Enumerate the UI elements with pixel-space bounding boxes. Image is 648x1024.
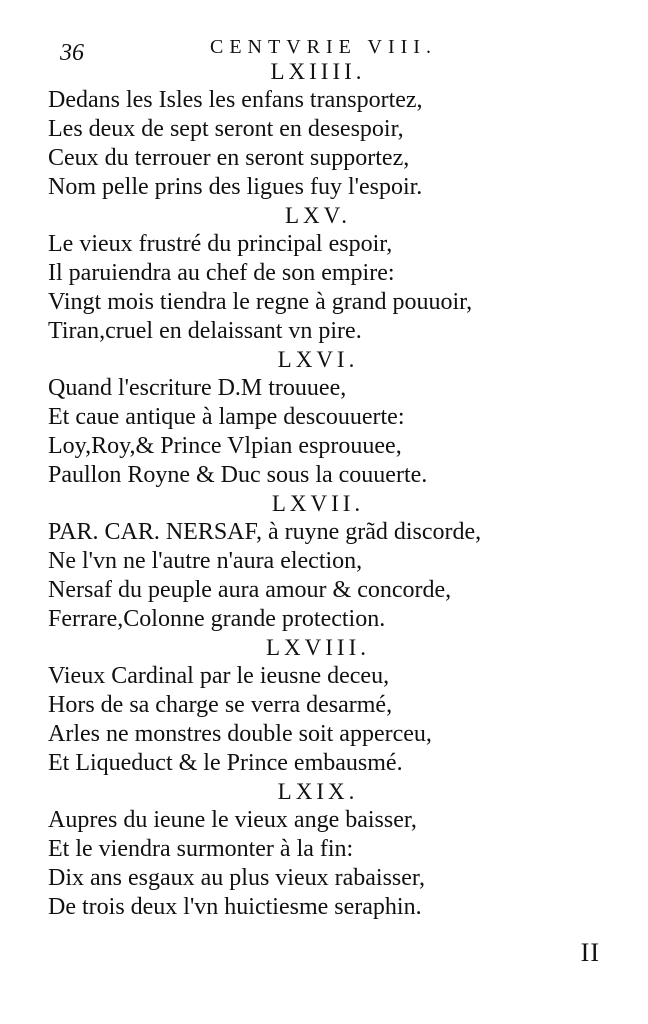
verse-line: Quand l'escriture D.M trouuee, bbox=[48, 375, 347, 401]
verse-line: Et Liqueduct & le Prince embausmé. bbox=[48, 750, 403, 776]
verse-line: Ne l'vn ne l'autre n'aura election, bbox=[48, 548, 363, 574]
quatrain bbox=[48, 346, 628, 490]
verse-line: PAR. CAR. NERSAF, à ruyne grãd discorde, bbox=[48, 519, 482, 545]
verse-line: Loy,Roy,& Prince Vlpian esprouuee, bbox=[48, 433, 402, 459]
verse-line: Aupres du ieune le vieux ange baisser, bbox=[48, 807, 417, 833]
quatrain-list bbox=[48, 58, 628, 922]
quatrain-numeral: LXVIII. bbox=[266, 635, 370, 660]
verse-line: Ceux du terrouer en seront supportez, bbox=[48, 145, 410, 171]
quatrain-numeral: LXIX. bbox=[277, 779, 359, 804]
verse-line: Et le viendra surmonter à la fin: bbox=[48, 836, 354, 862]
verse-line: Nersaf du peuple aura amour & concorde, bbox=[48, 577, 452, 603]
verse-line: Hors de sa charge se verra desarmé, bbox=[48, 692, 393, 718]
verse-line: Les deux de sept seront en desespoir, bbox=[48, 116, 404, 142]
quatrain bbox=[48, 58, 628, 202]
verse-line: Paullon Royne & Duc sous la couuerte. bbox=[48, 462, 428, 488]
page-number: 36 bbox=[60, 40, 84, 66]
verse-line: Il paruiendra au chef de son empire: bbox=[48, 260, 395, 286]
signature-mark: II bbox=[580, 938, 600, 967]
verse-line: De trois deux l'vn huictiesme seraphin. bbox=[48, 894, 422, 920]
quatrain-numeral: LXV. bbox=[284, 203, 352, 228]
verse-line: Nom pelle prins des ligues fuy l'espoir. bbox=[48, 174, 423, 200]
quatrain-numeral: LXVII. bbox=[271, 491, 365, 516]
quatrain bbox=[48, 778, 628, 922]
quatrain bbox=[48, 202, 628, 346]
verse-line: Vieux Cardinal par le ieusne deceu, bbox=[48, 663, 390, 689]
quatrain-numeral: LXIIII. bbox=[270, 59, 366, 84]
verse-line: Tiran,cruel en delaissant vn pire. bbox=[48, 318, 362, 344]
quatrain-numeral: LXVI. bbox=[277, 347, 359, 372]
verse-line: Dix ans esgaux au plus vieux rabaisser, bbox=[48, 865, 425, 891]
verse-line: Ferrare,Colonne grande protection. bbox=[48, 606, 386, 632]
quatrain bbox=[48, 490, 628, 634]
verse-line: Dedans les Isles les enfans transportez, bbox=[48, 87, 423, 113]
verse-line: Arles ne monstres double soit apperceu, bbox=[48, 721, 432, 747]
verse-line: Le vieux frustré du principal espoir, bbox=[48, 231, 393, 257]
verse-line: Et caue antique à lampe descouuerte: bbox=[48, 404, 405, 430]
verse-line: Vingt mois tiendra le regne à grand pouuoir, bbox=[48, 289, 473, 315]
quatrain bbox=[48, 634, 628, 778]
running-title: CENTVRIE VIII. bbox=[210, 36, 437, 58]
